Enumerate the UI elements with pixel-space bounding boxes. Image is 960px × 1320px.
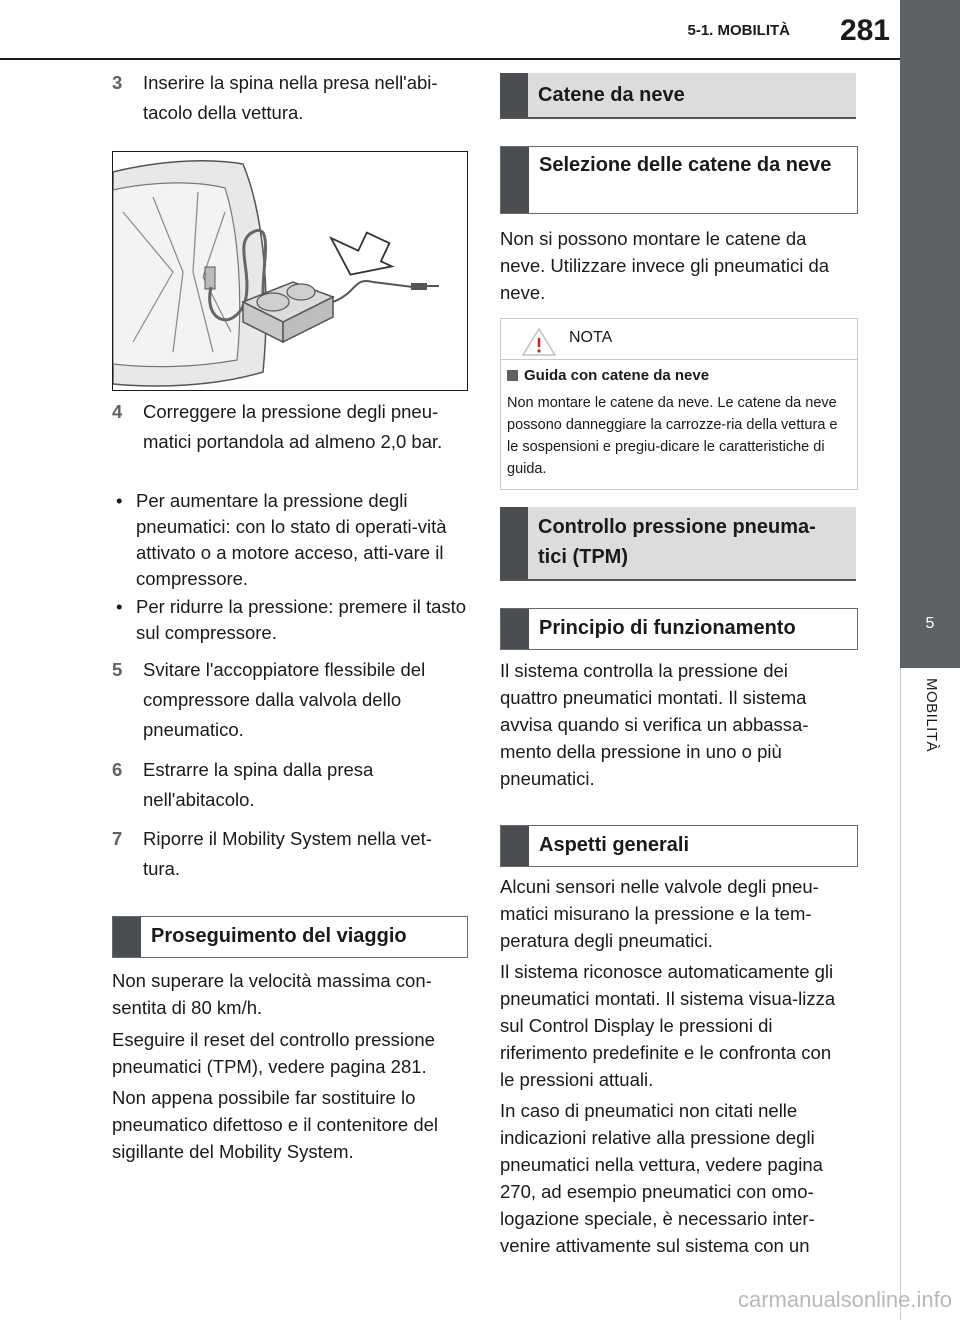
chapter-tab[interactable] — [900, 0, 960, 668]
square-bullet-icon — [507, 370, 518, 381]
step-number: 7 — [112, 828, 123, 849]
note-label: NOTA — [569, 329, 613, 346]
chapter-number: 5 — [925, 615, 935, 632]
note-body: Non montare le catene da neve. Le catene da neve possono danneggiare la carrozze-ria della vettura e le sospensioni e pregiu-dicare le caratteristiche di guida. — [507, 395, 838, 477]
subheading-selezione — [500, 146, 858, 214]
warning-icon — [521, 327, 557, 357]
page-number: 281 — [839, 14, 890, 47]
note-title-text: Guida con catene da neve — [524, 367, 710, 384]
bullet-text: Per ridurre la pressione: premere il tasto sul compressore. — [136, 596, 467, 643]
step-number: 6 — [112, 759, 123, 780]
watermark — [0, 1284, 960, 1320]
tire-compressor-drawing — [113, 152, 467, 390]
heading-text: Catene da neve — [538, 84, 685, 106]
subheading-aspetti — [500, 825, 858, 867]
step-text: Svitare l'accoppiatore flessibile del compressore dalla valvola dello pneumatico. — [143, 659, 426, 740]
bullet-symbol: • — [116, 596, 123, 617]
paragraph: Alcuni sensori nelle valvole degli pneu-matici misurano la pressione e la tem-peratura degli pneumatici. — [500, 876, 819, 951]
heading-text: Proseguimento del viaggio — [151, 925, 407, 947]
heading-text: Controllo pressione pneuma-tici (TPM) — [538, 516, 816, 568]
heading-proseguimento — [112, 916, 468, 958]
bullet-text: Per aumentare la pressione degli pneumatici: con lo stato di operati-vità attivato o a motore acceso, atti-vare il compressore. — [136, 490, 447, 589]
watermark-text: carmanualsonline.info — [737, 1287, 952, 1312]
chapter-label: MOBILITÀ — [923, 678, 940, 753]
note-box — [500, 318, 858, 490]
bullet-item — [112, 488, 467, 592]
paragraph: Non appena possibile far sostituire lo pneumatico difettoso e il contenitore del sigillante del Mobility System. — [112, 1087, 439, 1162]
heading-text: Aspetti generali — [539, 834, 690, 856]
step-3 — [112, 68, 467, 128]
header-rule — [0, 58, 900, 60]
step-5 — [112, 655, 467, 745]
subheading-principio — [500, 608, 858, 650]
step-6 — [112, 755, 467, 815]
heading-tpm — [500, 507, 856, 581]
step-text: Correggere la pressione degli pneu-matici portandola ad almeno 2,0 bar. — [143, 401, 443, 452]
heading-text: Selezione delle catene da neve — [539, 154, 832, 176]
step-4 — [112, 397, 467, 457]
step-text: Inserire la spina nella presa nell'abi-tacolo della vettura. — [143, 72, 438, 123]
note-header — [501, 319, 857, 360]
bullet-symbol: • — [116, 490, 123, 511]
step-text: Estrarre la spina dalla presa nell'abitacolo. — [143, 759, 374, 810]
paragraph: In caso di pneumatici non citati nelle indicazioni relative alla pressione degli pneumatici nella vettura, vedere pagina 270, ad esempio pneumatici con omo-logazione speciale, è necessario inter-venire attivamente sul sistema con un — [500, 1100, 823, 1256]
section-label: 5-1. MOBILITÀ — [687, 22, 790, 39]
paragraph: Non si possono montare le catene da neve. Utilizzare invece gli pneumatici da neve. — [500, 228, 830, 303]
note-title — [507, 367, 709, 384]
step-7 — [112, 824, 467, 884]
heading-text: Principio di funzionamento — [539, 617, 796, 639]
paragraph: Il sistema controlla la pressione dei quattro pneumatici montati. Il sistema avvisa quando si verifica un abbassa-mento della pressione in uno o più pneumatici. — [500, 660, 809, 789]
compressor-illustration — [112, 151, 468, 391]
paragraph: Il sistema riconosce automaticamente gli pneumatici montati. Il sistema visua-lizza sul Control Display le pressioni di riferimento predefinite e le confronta con le pressioni attuali. — [500, 961, 836, 1090]
step-number: 3 — [112, 72, 123, 93]
paragraph: Non superare la velocità massima con-sentita di 80 km/h. — [112, 970, 432, 1018]
paragraph: Eseguire il reset del controllo pressione pneumatici (TPM), vedere pagina 281. — [112, 1029, 435, 1077]
step-number: 4 — [112, 401, 123, 422]
step-text: Riporre il Mobility System nella vet-tura. — [143, 828, 432, 879]
bullet-item — [112, 594, 467, 646]
step-number: 5 — [112, 659, 123, 680]
heading-catene — [500, 73, 856, 119]
